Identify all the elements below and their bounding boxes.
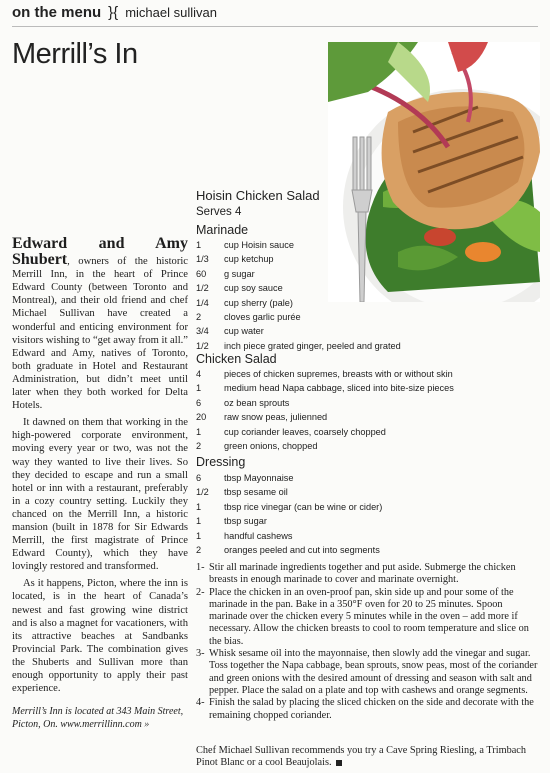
ingredient-quantity: 1 <box>196 516 202 527</box>
article-paragraph: As it happens, Picton, where the inn is located, is in the heart of Canada’s newest and fast growing wine district and is also a magnet for vacationers, with its attractive beaches at Sandbanks Provincial Park. The combination gives the Shuberts and Sullivan more than enough opportunity to apply their past experience. <box>12 578 188 695</box>
ingredient-text: tbsp sesame oil <box>224 487 288 498</box>
ingredient-row <box>196 381 536 395</box>
chicken-salad-heading: Chicken Salad <box>196 352 277 366</box>
page-header <box>12 4 538 27</box>
author-name: michael sullivan <box>125 5 217 20</box>
ingredient-row <box>196 439 536 453</box>
ingredient-row <box>196 267 536 281</box>
article-paragraph: It dawned on them that working in the high-powered corporate environment, moving every year or two, was not the way they wanted to live their lives. So they decided to escape and run a small hotel or inn with a restaurant, preferably in a cozy country setting. Luckily they chanced on the Merrill Inn, a historic mansion (built in 1878 for Sir Edwards Merrill, the first magistrate of Prince Edward County), which they have lovingly restored and transformed. <box>12 417 188 573</box>
ingredient-row <box>196 252 536 266</box>
ingredient-row <box>196 296 536 310</box>
ingredient-text: cup coriander leaves, coarsely chopped <box>224 426 386 437</box>
recipe-title: Hoisin Chicken Salad <box>196 188 320 203</box>
wine-recommendation <box>196 745 542 770</box>
ingredient-row <box>196 410 536 424</box>
ingredient-text: tbsp rice vinegar (can be wine or cider) <box>224 501 383 512</box>
marinade-ingredients <box>196 238 536 353</box>
ingredient-row <box>196 500 536 514</box>
ingredient-row <box>196 396 536 410</box>
ingredient-quantity: 6 <box>196 473 202 483</box>
ingredient-row <box>196 485 536 499</box>
header-separator: }{ <box>108 4 119 21</box>
ingredient-row <box>196 310 536 324</box>
ingredient-row <box>196 471 536 485</box>
ingredient-quantity: 4 <box>196 369 202 379</box>
ingredient-row <box>196 324 536 338</box>
recipe-steps <box>196 562 542 722</box>
marinade-heading: Marinade <box>196 223 249 237</box>
ingredient-quantity: 60 <box>196 268 207 279</box>
ingredient-quantity: 1/4 <box>196 297 209 308</box>
ingredient-text: raw snow peas, julienned <box>224 412 328 423</box>
article-paragraph <box>12 236 188 412</box>
recipe-serves: Serves 4 <box>196 206 242 218</box>
ingredient-quantity: 1/2 <box>196 283 209 294</box>
ingredient-quantity: 20 <box>196 412 207 423</box>
ingredient-text: cup ketchup <box>224 254 274 265</box>
ingredient-quantity: 1 <box>196 426 202 437</box>
ingredient-text: cup sherry (pale) <box>224 297 293 308</box>
ingredient-row <box>196 543 536 557</box>
article-text: , owners of the historic Merrill Inn, in the heart of Prince Edward County (between Toronto and Montreal), and their old friend and chef Michael Sullivan have created a wonderful and enticing environment for visitors wishing to “get away from it all.” Edward and Amy, natives of Toronto, both graduate in Hotel and Restaurant Administration, but didn’t meet until later when they both worked for Delta Hotels. <box>12 256 188 412</box>
ingredient-text: inch piece grated ginger, peeled and grated <box>224 340 401 351</box>
ingredient-row <box>196 238 536 252</box>
dressing-heading: Dressing <box>196 455 246 469</box>
page-title: Merrill’s In <box>12 38 138 70</box>
dressing-ingredients <box>196 471 536 557</box>
article-body <box>12 236 188 731</box>
recipe-step <box>196 562 542 587</box>
ingredient-row <box>196 529 536 543</box>
inn-location-credit: Merrill’s Inn is located at 343 Main Street, Picton, On. www.merrillinn.com » <box>12 706 184 731</box>
ingredient-quantity: 1/2 <box>196 487 209 498</box>
ingredient-quantity: 3/4 <box>196 326 209 337</box>
ingredient-text: medium head Napa cabbage, sliced into bite-size pieces <box>224 383 454 394</box>
recipe-step <box>196 697 542 722</box>
ingredient-quantity: 1 <box>196 530 202 541</box>
ingredient-text: cup water <box>224 326 264 337</box>
recipe-step <box>196 648 542 697</box>
ingredient-text: pieces of chicken supremes, breasts with or without skin <box>224 369 453 379</box>
ingredient-row <box>196 425 536 439</box>
ingredient-quantity: 1 <box>196 383 202 394</box>
ingredient-quantity: 2 <box>196 312 202 323</box>
step-number: 4- <box>196 697 205 709</box>
ingredient-quantity: 1 <box>196 501 202 512</box>
ingredient-row <box>196 367 536 381</box>
ingredient-quantity: 2 <box>196 545 202 556</box>
ingredient-text: handful cashews <box>224 530 293 541</box>
ingredient-text: green onions, chopped <box>224 441 318 452</box>
ingredient-text: tbsp Mayonnaise <box>224 473 294 483</box>
ingredient-quantity: 1 <box>196 240 202 250</box>
ingredient-quantity: 1/3 <box>196 254 209 265</box>
recipe-step <box>196 587 542 648</box>
ingredient-quantity: 2 <box>196 441 202 452</box>
ingredient-text: cup soy sauce <box>224 283 283 294</box>
step-number: 1- <box>196 562 205 573</box>
ingredient-quantity: 1/2 <box>196 340 209 351</box>
end-mark-icon <box>336 760 342 766</box>
ingredient-quantity: 6 <box>196 397 202 408</box>
ingredient-text: g sugar <box>224 268 255 279</box>
step-text: Place the chicken in an oven-proof pan, skin side up and pour some of the marinade in the pan. Bake in a 350°F oven for 20 to 25 minutes. Spoon marinade over the chicken every 5 minutes while in the oven – add more if necessary. Allow the chicken breasts to cool to room temperature and slice on the bias. <box>209 586 529 647</box>
ingredient-text: cup Hoisin sauce <box>224 240 294 250</box>
wine-recommendation-text: Chef Michael Sullivan recommends you try a Cave Spring Riesling, a Trimbach Pinot Blanc or a cool Beaujolais. <box>196 745 527 769</box>
step-text: Stir all marinade ingredients together and put aside. Submerge the chicken breasts in enough marinade to cover and marinate overnight. <box>209 562 516 586</box>
ingredient-row <box>196 281 536 295</box>
lead-name: Edward and Amy Shubert <box>12 235 188 269</box>
section-label: on the menu <box>12 4 102 21</box>
ingredient-text: cloves garlic purée <box>224 312 301 323</box>
ingredient-text: oz bean sprouts <box>224 397 290 408</box>
step-number: 2- <box>196 586 205 598</box>
ingredient-row <box>196 514 536 528</box>
step-text: Whisk sesame oil into the mayonnaise, then slowly add the vinegar and sugar. Toss together the Napa cabbage, bean sprouts, snow peas, most of the coriander and green onions with the desired amount of dressing and season with salt and pepper. Place the salad on a plate and top with cashews and orange segments. <box>209 648 538 696</box>
ingredient-text: tbsp sugar <box>224 516 267 527</box>
chicken-salad-ingredients <box>196 367 536 453</box>
ingredient-text: oranges peeled and cut into segments <box>224 545 380 556</box>
step-number: 3- <box>196 648 205 660</box>
step-text: Finish the salad by placing the sliced chicken on the side and decorate with the remaining chopped coriander. <box>209 697 534 721</box>
